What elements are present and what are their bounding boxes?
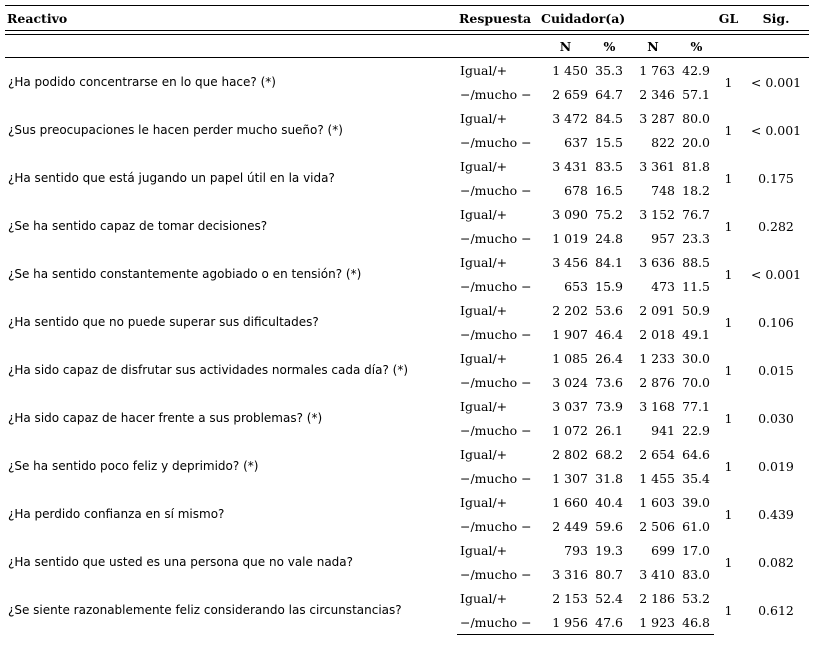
table-row	[5, 250, 809, 274]
gl-value: 1	[724, 314, 733, 330]
sig-value: < 0.001	[750, 74, 802, 90]
table-row	[5, 154, 809, 178]
count-a: 2 449	[552, 518, 588, 534]
response-label: −/mucho −	[460, 374, 532, 390]
percent-b: 77.1	[682, 398, 710, 414]
response-label: −/mucho −	[460, 230, 532, 246]
count-a: 3 431	[552, 158, 588, 174]
percent-a: 52.4	[595, 590, 623, 606]
count-a: 2 202	[552, 302, 588, 318]
response-label: Igual/+	[460, 590, 508, 606]
count-a: 1 450	[552, 62, 588, 78]
count-b: 1 455	[639, 470, 675, 486]
percent-b: 17.0	[682, 542, 710, 558]
header-blank	[627, 6, 714, 31]
item-label: ¿Se ha sentido poco feliz y deprimido? (*)	[8, 459, 259, 473]
count-a: 3 316	[552, 566, 588, 582]
percent-b: 22.9	[682, 422, 710, 438]
percent-a: 83.5	[595, 158, 623, 174]
percent-b: 20.0	[682, 134, 710, 150]
count-a: 3 472	[552, 110, 588, 126]
gl-value: 1	[724, 266, 733, 282]
table-row	[5, 442, 809, 466]
sig-value: < 0.001	[750, 266, 802, 282]
item-label: ¿Se ha sentido capaz de tomar decisiones?	[8, 219, 268, 233]
count-b: 473	[651, 278, 675, 294]
count-a: 1 907	[552, 326, 588, 342]
count-a: 793	[564, 542, 588, 558]
table-row	[5, 346, 809, 370]
item-label: ¿Ha sentido que está jugando un papel útil en la vida?	[8, 171, 335, 185]
percent-b: 46.8	[679, 610, 714, 635]
percent-b: 83.0	[682, 566, 710, 582]
count-a: 1 660	[552, 494, 588, 510]
percent-a: 68.2	[595, 446, 623, 462]
count-b: 2 506	[639, 518, 675, 534]
percent-b: 64.6	[682, 446, 710, 462]
percent-b: 81.8	[682, 158, 710, 174]
count-a: 1 019	[552, 230, 588, 246]
count-b: 3 287	[639, 110, 675, 126]
percent-b: 61.0	[682, 518, 710, 534]
count-a: 3 456	[552, 254, 588, 270]
percent-b: 50.9	[682, 302, 710, 318]
gl-value: 1	[724, 410, 733, 426]
percent-a: 80.7	[595, 566, 623, 582]
response-label: −/mucho −	[460, 470, 532, 486]
percent-a: 31.8	[595, 470, 623, 486]
response-label: Igual/+	[460, 302, 508, 318]
count-b: 1 233	[639, 350, 675, 366]
subheader-n1: N	[539, 35, 592, 58]
response-label: Igual/+	[460, 206, 508, 222]
item-label: ¿Ha sido capaz de disfrutar sus actividades normales cada día? (*)	[8, 363, 409, 377]
table-row	[5, 58, 809, 83]
sig-value: 0.175	[758, 170, 794, 186]
table-body	[5, 58, 809, 635]
count-a: 1 307	[552, 470, 588, 486]
count-b: 1 603	[639, 494, 675, 510]
count-a: 1 072	[552, 422, 588, 438]
response-label: −/mucho −	[460, 326, 532, 342]
response-label: Igual/+	[460, 62, 508, 78]
percent-b: 80.0	[682, 110, 710, 126]
gl-value: 1	[724, 362, 733, 378]
sig-value: 0.612	[758, 602, 794, 618]
count-b: 3 361	[639, 158, 675, 174]
percent-b: 49.1	[682, 326, 710, 342]
response-label: −/mucho −	[460, 86, 532, 102]
percent-b: 35.4	[682, 470, 710, 486]
percent-a: 35.3	[595, 62, 623, 78]
gl-value: 1	[724, 218, 733, 234]
count-a: 653	[564, 278, 588, 294]
response-label: Igual/+	[460, 446, 508, 462]
gl-value: 1	[724, 122, 733, 138]
percent-a: 73.9	[595, 398, 623, 414]
response-label: −/mucho −	[460, 518, 532, 534]
table-row	[5, 394, 809, 418]
table-row	[5, 106, 809, 130]
gl-value: 1	[724, 554, 733, 570]
item-label: ¿Sus preocupaciones le hacen perder mucho sueño? (*)	[8, 123, 343, 137]
percent-a: 19.3	[595, 542, 623, 558]
sig-value: 0.439	[758, 506, 794, 522]
response-label: −/mucho −	[460, 422, 532, 438]
gl-value: 1	[724, 170, 733, 186]
count-a: 1 085	[552, 350, 588, 366]
count-b: 2 876	[639, 374, 675, 390]
percent-a: 40.4	[595, 494, 623, 510]
count-b: 957	[651, 230, 675, 246]
percent-a: 16.5	[595, 182, 623, 198]
count-a: 3 090	[552, 206, 588, 222]
percent-a: 84.5	[595, 110, 623, 126]
count-a: 2 802	[552, 446, 588, 462]
percent-b: 11.5	[682, 278, 710, 294]
count-b: 3 152	[639, 206, 675, 222]
percent-a: 64.7	[595, 86, 623, 102]
header-sig: Sig.	[743, 6, 809, 31]
response-label: −/mucho −	[460, 134, 532, 150]
response-label: Igual/+	[460, 542, 508, 558]
response-label: −/mucho −	[460, 182, 532, 198]
count-b: 3 410	[639, 566, 675, 582]
header-row	[5, 6, 809, 31]
subheader-p2: %	[679, 35, 714, 58]
gl-value: 1	[724, 458, 733, 474]
percent-a: 84.1	[595, 254, 623, 270]
count-b: 699	[651, 542, 675, 558]
table-row	[5, 538, 809, 562]
percent-a: 47.6	[592, 610, 627, 635]
response-label: Igual/+	[460, 254, 508, 270]
response-label: −/mucho −	[460, 278, 532, 294]
sig-value: 0.282	[758, 218, 794, 234]
sig-value: 0.015	[758, 362, 794, 378]
count-b: 3 636	[639, 254, 675, 270]
percent-a: 24.8	[595, 230, 623, 246]
sig-value: 0.082	[758, 554, 794, 570]
percent-a: 15.5	[595, 134, 623, 150]
count-a: 1 956	[539, 610, 592, 635]
response-label: −/mucho −	[460, 566, 532, 582]
count-b: 3 168	[639, 398, 675, 414]
count-b: 2 018	[639, 326, 675, 342]
count-b: 822	[651, 134, 675, 150]
count-a: 678	[564, 182, 588, 198]
percent-b: 70.0	[682, 374, 710, 390]
subheader-p1: %	[592, 35, 627, 58]
percent-b: 23.3	[682, 230, 710, 246]
sig-value: 0.106	[758, 314, 794, 330]
header-gl: GL	[714, 6, 743, 31]
header-reactivo: Reactivo	[5, 6, 457, 31]
response-label: Igual/+	[460, 494, 508, 510]
response-label: Igual/+	[460, 158, 508, 174]
percent-b: 88.5	[682, 254, 710, 270]
item-label: ¿Ha podido concentrarse en lo que hace? (*)	[8, 75, 276, 89]
count-b: 2 654	[639, 446, 675, 462]
count-a: 3 024	[552, 374, 588, 390]
count-a: 3 037	[552, 398, 588, 414]
count-b: 2 186	[639, 590, 675, 606]
results-table-container	[5, 5, 809, 635]
percent-b: 42.9	[682, 62, 710, 78]
percent-a: 46.4	[595, 326, 623, 342]
count-b: 1 763	[639, 62, 675, 78]
count-b: 941	[651, 422, 675, 438]
results-table	[5, 5, 809, 635]
count-b: 1 923	[627, 610, 679, 635]
item-label: ¿Se siente razonablemente feliz considerando las circunstancias?	[8, 603, 402, 618]
header-respuesta: Respuesta	[457, 6, 539, 31]
count-a: 2 659	[552, 86, 588, 102]
item-label: ¿Ha sido capaz de hacer frente a sus problemas? (*)	[8, 411, 323, 425]
percent-a: 26.1	[595, 422, 623, 438]
item-label: ¿Ha sentido que no puede superar sus dificultades?	[8, 315, 319, 329]
header-cuidador: Cuidador(a)	[539, 6, 627, 31]
table-row	[5, 298, 809, 322]
gl-value: 1	[724, 74, 733, 90]
response-label: Igual/+	[460, 110, 508, 126]
count-a: 2 153	[552, 590, 588, 606]
response-label: Igual/+	[460, 398, 508, 414]
percent-b: 57.1	[682, 86, 710, 102]
item-label: ¿Se ha sentido constantemente agobiado o en tensión? (*)	[8, 267, 362, 281]
percent-a: 26.4	[595, 350, 623, 366]
subheader-row	[5, 35, 809, 58]
gl-value: 1	[724, 506, 733, 522]
gl-value: 1	[724, 602, 733, 618]
percent-b: 39.0	[682, 494, 710, 510]
percent-b: 18.2	[682, 182, 710, 198]
percent-a: 59.6	[595, 518, 623, 534]
percent-b: 53.2	[682, 590, 710, 606]
percent-a: 73.6	[595, 374, 623, 390]
sig-value: 0.030	[758, 410, 794, 426]
table-row	[5, 202, 809, 226]
response-label: Igual/+	[460, 350, 508, 366]
percent-b: 76.7	[682, 206, 710, 222]
response-label: −/mucho −	[457, 610, 539, 635]
percent-b: 30.0	[682, 350, 710, 366]
sig-value: 0.019	[758, 458, 794, 474]
table-row	[5, 490, 809, 514]
count-b: 2 091	[639, 302, 675, 318]
percent-a: 15.9	[595, 278, 623, 294]
item-label: ¿Ha sentido que usted es una persona que no vale nada?	[8, 555, 354, 569]
table-row	[5, 586, 809, 610]
subheader-n2: N	[627, 35, 679, 58]
count-b: 748	[651, 182, 675, 198]
percent-a: 75.2	[595, 206, 623, 222]
percent-a: 53.6	[595, 302, 623, 318]
count-a: 637	[564, 134, 588, 150]
sig-value: < 0.001	[750, 122, 802, 138]
count-b: 2 346	[639, 86, 675, 102]
item-label: ¿Ha perdido confianza en sí mismo?	[8, 507, 225, 521]
